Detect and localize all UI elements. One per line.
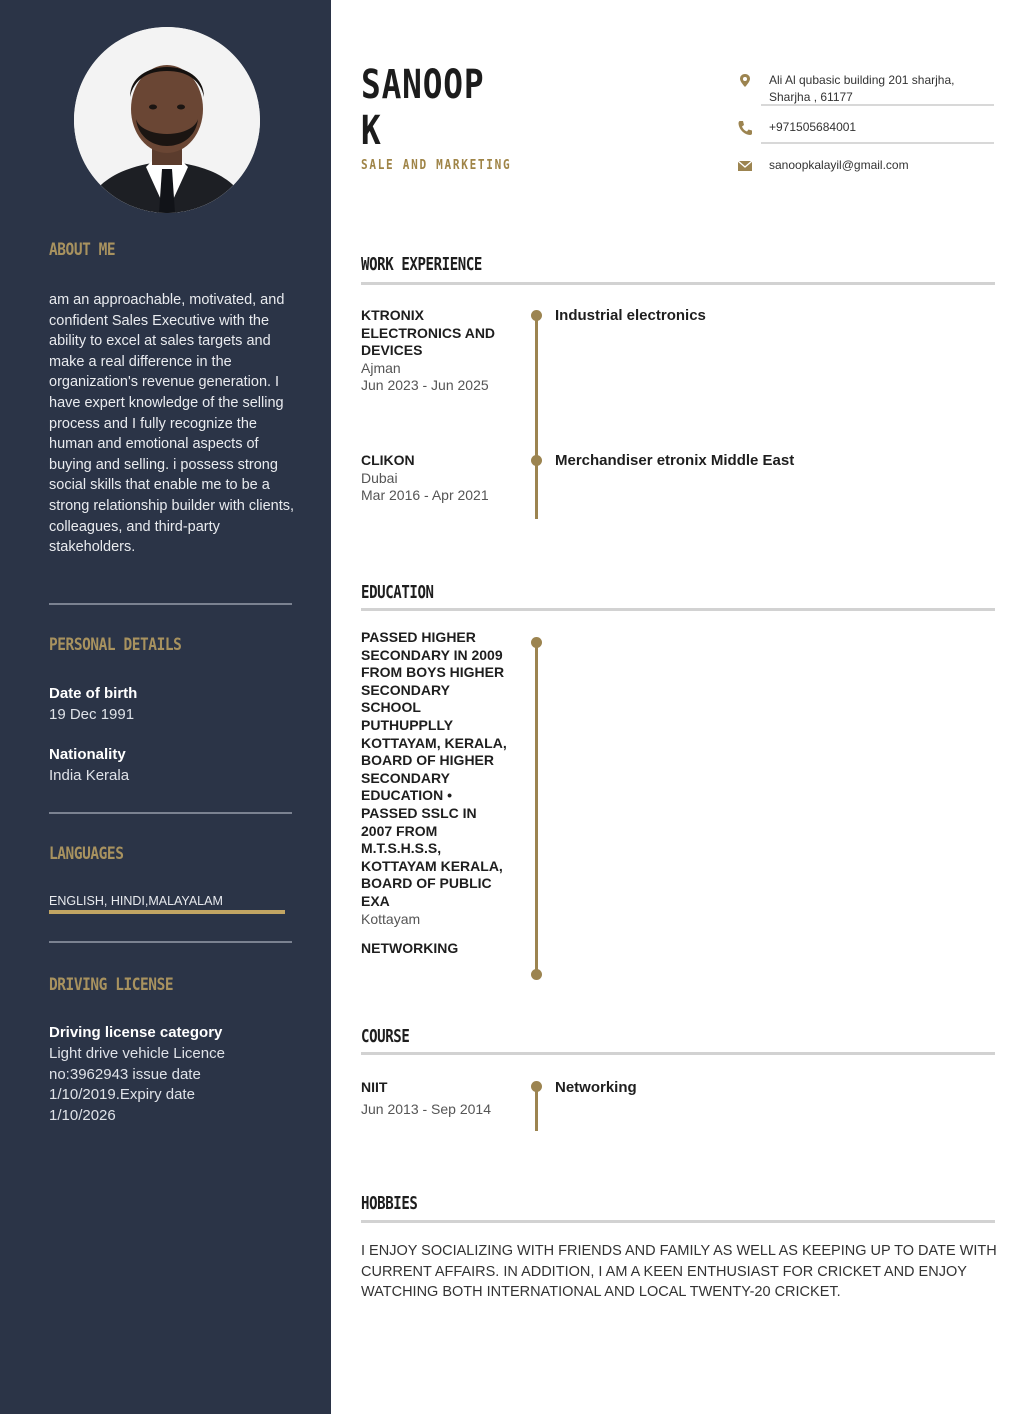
address-text: Ali Al qubasic building 201 sharjha, Sharjha , 61177 — [769, 73, 955, 104]
driving-license-heading: DRIVING LICENSE — [49, 975, 174, 995]
divider — [49, 812, 292, 814]
profile-photo — [74, 27, 260, 213]
course-institute: NIIT — [361, 1079, 388, 1095]
driving-license-value: Light drive vehicle Licence no:3962943 issue date 1/10/2019.Expiry date 1/10/2026 — [49, 1045, 225, 1124]
course-name: Networking — [555, 1079, 637, 1096]
nationality-label: Nationality — [49, 746, 126, 763]
nationality-value: India Kerala — [49, 767, 130, 784]
course-heading: COURSE — [361, 1026, 410, 1047]
timeline-dot — [531, 1081, 542, 1092]
languages-value: ENGLISH, HINDI,MALAYALAM — [49, 894, 223, 908]
sidebar — [0, 0, 331, 1414]
email-text[interactable]: sanoopkalayil@gmail.com — [769, 158, 909, 172]
job-role: Industrial electronics — [555, 307, 706, 324]
divider — [49, 603, 292, 605]
email-icon — [736, 157, 754, 175]
timeline-dot — [531, 455, 542, 466]
course-dates: Jun 2013 - Sep 2014 — [361, 1100, 491, 1117]
timeline-dot — [531, 637, 542, 648]
company-name: CLIKON — [361, 452, 415, 468]
name-last: K — [361, 108, 382, 154]
work-experience-heading: WORK EXPERIENCE — [361, 254, 482, 275]
language-level-bar — [49, 910, 285, 914]
hobbies-text: I ENJOY SOCIALIZING WITH FRIENDS AND FAMILY AS WELL AS KEEPING UP TO DATE WITH CURRENT AFFAIRS. IN ADDITION, I AM A KEEN ENTHUSIAST FOR CRICKET AND ENJOY WATCHING BOTH INTERNATIONAL AND LOCAL TWENTY-20 CRICKET. — [361, 1243, 997, 1301]
education-details: PASSED HIGHER SECONDARY IN 2009 FROM BOYS HIGHER SECONDARY SCHOOL PUTHUPPLLY KOTTAYAM, KERALA, BOARD OF HIGHER SECONDARY EDUCATION • PASSED SSLC IN 2007 FROM M.T.S.H.S.S, KOTTAYAM KERALA, BOARD OF PUBLIC EXA — [361, 629, 507, 909]
phone-text[interactable]: +971505684001 — [769, 120, 857, 134]
section-rule — [361, 282, 995, 285]
timeline-dot — [531, 969, 542, 980]
course-entry — [361, 1079, 521, 1118]
education-heading: EDUCATION — [361, 582, 434, 603]
work-dates: Jun 2023 - Jun 2025 — [361, 377, 489, 394]
about-text: am an approachable, motivated, and confident Sales Executive with the ability to excel at sales targets and make a real difference in the organization's revenue generation. I have expert knowledge of the selling process and I fully recognize the human and emotional aspects of buying and selling. i possess strong social skills that enable me to be a strong relationship builder with clients, colleagues, and third-party stakeholders. — [49, 292, 295, 556]
job-role: Merchandiser etronix Middle East — [555, 452, 795, 469]
company-location: Dubai — [361, 469, 398, 486]
hobbies-heading: HOBBIES — [361, 1193, 418, 1214]
main-content — [331, 0, 1024, 1414]
name — [361, 62, 484, 154]
company-name: KTRONIX ELECTRONICS AND DEVICES — [361, 307, 496, 359]
location-pin-icon — [736, 72, 754, 90]
languages-heading: LANGUAGES — [49, 844, 124, 864]
timeline-dot — [531, 310, 542, 321]
company-location: Ajman — [361, 359, 401, 376]
job-title: SALE AND MARKETING — [361, 158, 512, 173]
phone-icon — [736, 119, 754, 137]
work-dates: Mar 2016 - Apr 2021 — [361, 487, 489, 504]
about-heading: ABOUT ME — [49, 240, 116, 260]
contact-divider — [761, 142, 994, 144]
dob-value: 19 Dec 1991 — [49, 706, 135, 723]
section-rule — [361, 1052, 995, 1055]
timeline-line — [535, 314, 538, 519]
work-entry — [361, 307, 521, 395]
name-first: SANOOP — [361, 62, 485, 108]
work-entry — [361, 452, 521, 505]
education-entry — [361, 629, 511, 958]
driving-license-label: Driving license category — [49, 1024, 223, 1041]
contact-divider — [761, 104, 994, 106]
avatar — [74, 27, 260, 213]
section-rule — [361, 608, 995, 611]
education-extra: NETWORKING — [361, 940, 459, 957]
dob-label: Date of birth — [49, 685, 138, 702]
section-rule — [361, 1220, 995, 1223]
timeline-line — [535, 642, 538, 974]
timeline-line — [535, 1086, 538, 1131]
divider — [49, 941, 292, 943]
personal-details-heading: PERSONAL DETAILS — [49, 635, 182, 655]
education-location: Kottayam — [361, 910, 421, 927]
